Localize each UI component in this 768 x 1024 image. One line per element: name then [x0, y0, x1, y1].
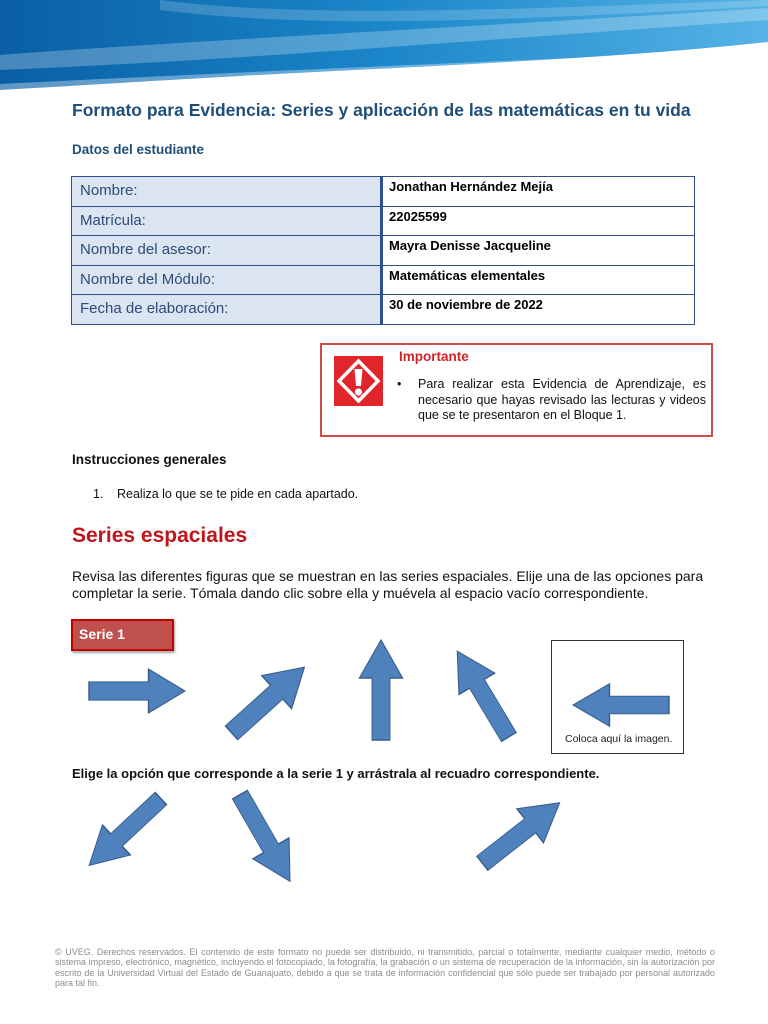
warning-icon: [334, 356, 383, 406]
notice-text: Para realizar esta Evidencia de Aprendizaje, es necesario que hayas revisado las lecturas y videos que se te presentaron en el Bloque 1.: [418, 377, 706, 422]
section-instructions: Revisa las diferentes figuras que se muestran en las series espaciales. Elije una de las opciones para completar la serie. Tómala dando clic sobre ella y muévela al espacio vacío correspondiente.: [72, 568, 704, 601]
table-row: [72, 236, 695, 266]
name-value[interactable]: Jonathan Hernández Mejía: [382, 177, 695, 207]
instruction-number: 1.: [93, 487, 104, 501]
date-label: Fecha de elaboración:: [72, 295, 382, 325]
copyright-footer: © UVEG. Derechos reservados. El contenido de este formato no puede ser distribuido, ni transmitido, parcial o totalmente, mediante cualquier medio, método o sistema impreso, electrónico, magnético, incluyendo el fotocopiado, la fotografía, la grabación o un sistema de recuperación de la información, sin la autorización por escrito de la Universidad Virtual del Estado de Guanajuato, debido a que se trata de información confidencial que sólo puede ser trabajado por personal autorizado para tal fin.: [55, 947, 715, 989]
arrow-up-icon: [359, 640, 402, 740]
important-notice: [320, 343, 713, 437]
matricula-value[interactable]: 22025599: [382, 206, 695, 236]
section-title: Series espaciales: [72, 524, 248, 547]
name-label: Nombre:: [72, 177, 382, 207]
choose-option-text: Elige la opción que corresponde a la serie 1 y arrástrala al recuadro correspondiente.: [72, 766, 600, 781]
arrow-up-left-icon: [439, 640, 526, 747]
arrow-up-right-icon: [217, 651, 320, 750]
table-row: [72, 177, 695, 207]
table-row: [72, 265, 695, 295]
table-row: [72, 295, 695, 325]
module-label: Nombre del Módulo:: [72, 265, 382, 295]
date-value[interactable]: 30 de noviembre de 2022: [382, 295, 695, 325]
serie-1-label: Serie 1: [71, 619, 174, 651]
advisor-label: Nombre del asesor:: [72, 236, 382, 266]
option-arrow-down-right-icon[interactable]: [222, 784, 308, 891]
option-arrow-down-left-icon[interactable]: [75, 784, 175, 881]
student-data-heading: Datos del estudiante: [72, 142, 205, 157]
notice-title: Importante: [399, 349, 469, 364]
header-banner: [0, 0, 768, 96]
matricula-label: Matrícula:: [72, 206, 382, 236]
student-info-table: [71, 176, 695, 325]
drop-caption: Coloca aquí la imagen.: [565, 733, 673, 745]
option-arrow-up-right-icon[interactable]: [469, 786, 573, 880]
page-title: Formato para Evidencia: Series y aplicación de las matemáticas en tu vida: [72, 100, 691, 120]
drop-target-box[interactable]: [551, 640, 684, 754]
arrow-right-icon: [89, 669, 185, 713]
advisor-value[interactable]: Mayra Denisse Jacqueline: [382, 236, 695, 266]
instructions-heading: Instrucciones generales: [72, 452, 227, 467]
table-row: [72, 206, 695, 236]
instruction-text: Realiza lo que se te pide en cada apartado.: [117, 487, 359, 501]
notice-bullet: •: [397, 377, 402, 391]
module-value[interactable]: Matemáticas elementales: [382, 265, 695, 295]
